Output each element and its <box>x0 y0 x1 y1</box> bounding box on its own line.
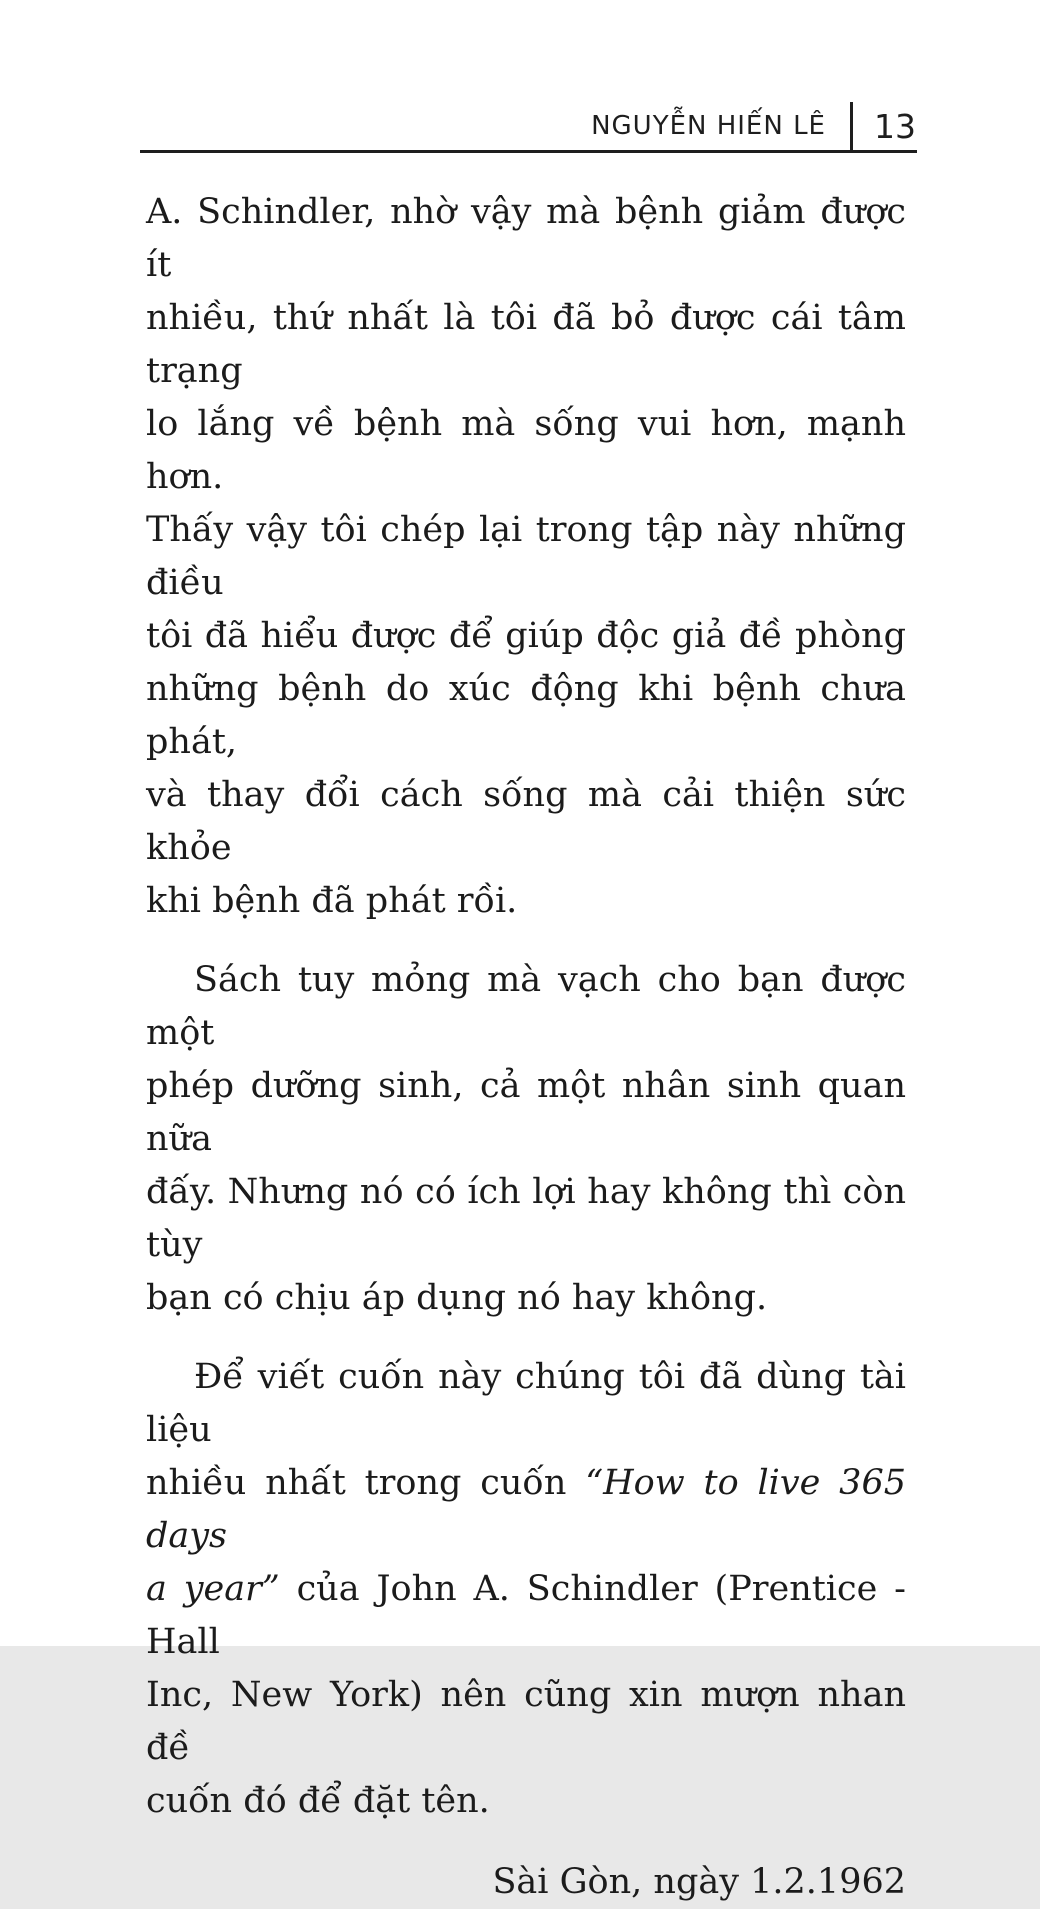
header-page-number: 13 <box>874 106 916 146</box>
paragraph <box>146 954 906 1325</box>
text-line <box>146 875 906 928</box>
text-line <box>146 663 906 769</box>
text-line <box>146 1166 906 1272</box>
text-segment: đấy. Nhưng nó có ích lợi hay không thì còn tùy <box>146 1172 906 1265</box>
text-segment: phép dưỡng sinh, cả một nhân sinh quan nữa <box>146 1066 906 1159</box>
text-segment: của John A. Schindler (Prentice - Hall <box>146 1569 907 1662</box>
text-line <box>146 504 906 610</box>
header-divider <box>850 102 853 150</box>
page-body <box>146 186 906 1909</box>
text-line <box>146 1272 906 1325</box>
text-line <box>146 954 906 1060</box>
paragraphs-container <box>146 186 906 1828</box>
text-line <box>146 1563 906 1669</box>
text-segment: nhiều, thứ nhất là tôi đã bỏ được cái tâm trạng <box>146 298 906 391</box>
text-line <box>146 292 906 398</box>
header-author: NGUYỄN HIẾN LÊ <box>591 111 826 141</box>
paragraph <box>146 186 906 928</box>
text-segment: và thay đổi cách sống mà cải thiện sức khỏe <box>146 775 906 868</box>
text-segment: Inc, New York) nên cũng xin mượn nhan đề <box>146 1675 906 1768</box>
text-segment: cuốn đó để đặt tên. <box>146 1781 490 1821</box>
page-header <box>140 102 917 153</box>
text-segment: những bệnh do xúc động khi bệnh chưa phát, <box>146 669 906 762</box>
text-line <box>146 1775 906 1828</box>
italic-book-title: “How to live 365 days <box>146 1463 906 1556</box>
text-line <box>146 186 906 292</box>
text-segment: bạn có chịu áp dụng nó hay không. <box>146 1278 768 1318</box>
text-line <box>146 1457 906 1563</box>
text-line <box>146 1669 906 1775</box>
paragraph <box>146 1351 906 1828</box>
text-segment: tôi đã hiểu được để giúp độc giả đề phòng <box>146 616 906 656</box>
text-line <box>146 610 906 663</box>
text-segment: Sách tuy mỏng mà vạch cho bạn được một <box>146 960 906 1053</box>
text-segment: A. Schindler, nhờ vậy mà bệnh giảm được ít <box>146 192 906 285</box>
text-line <box>146 1351 906 1457</box>
text-line <box>146 769 906 875</box>
italic-book-title: a year” <box>146 1569 280 1609</box>
text-segment: Để viết cuốn này chúng tôi đã dùng tài liệu <box>146 1357 906 1450</box>
text-line <box>146 1060 906 1166</box>
text-segment: lo lắng về bệnh mà sống vui hơn, mạnh hơn. <box>146 404 906 497</box>
text-segment: khi bệnh đã phát rồi. <box>146 881 518 921</box>
text-line <box>146 398 906 504</box>
text-segment: Thấy vậy tôi chép lại trong tập này những điều <box>146 510 906 603</box>
dateline: Sài Gòn, ngày 1.2.1962 <box>492 1862 906 1902</box>
text-segment: nhiều nhất trong cuốn <box>146 1463 586 1503</box>
header-row <box>140 102 917 150</box>
